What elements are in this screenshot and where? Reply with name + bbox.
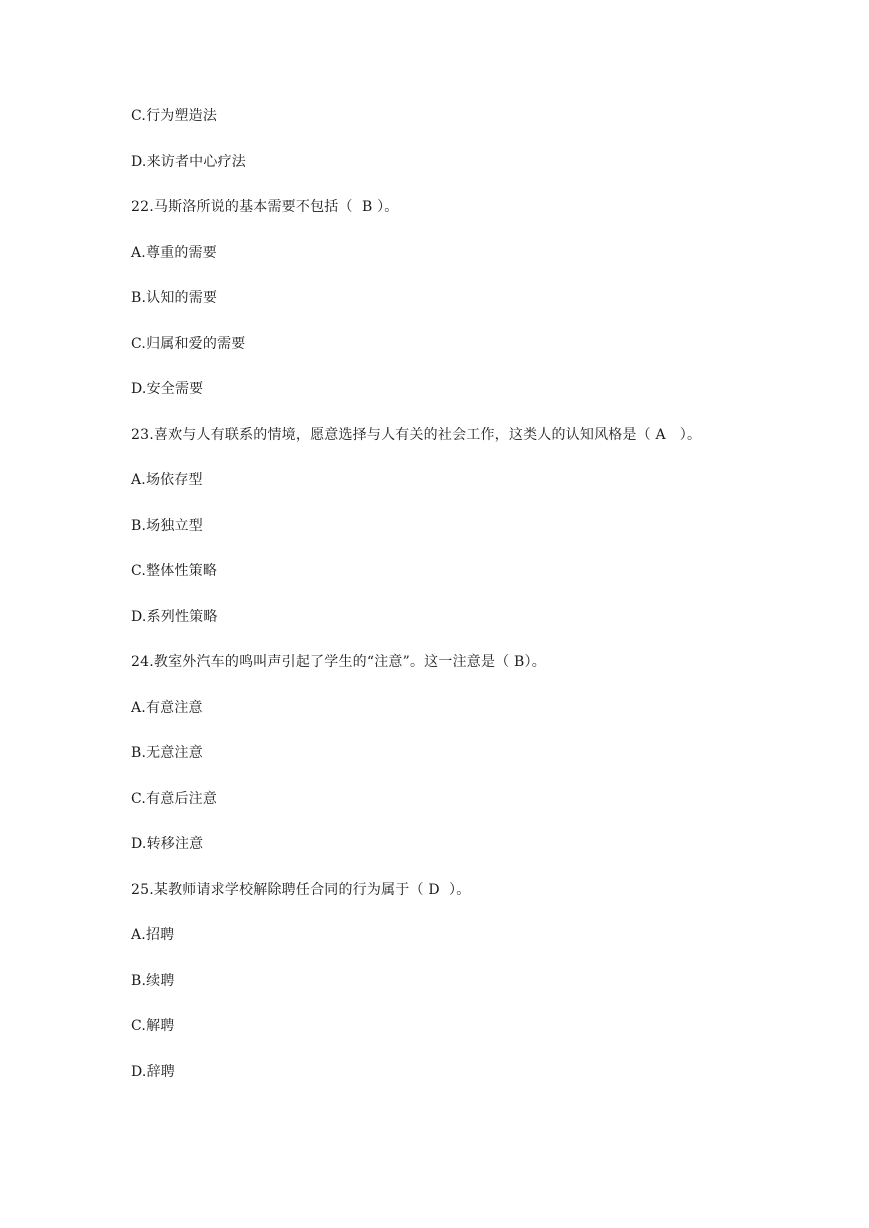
option-24a: A.有意注意 bbox=[131, 700, 203, 716]
option-21d: D.来访者中心疗法 bbox=[131, 154, 246, 170]
option-22a: A.尊重的需要 bbox=[131, 245, 217, 261]
option-21c: C.行为塑造法 bbox=[131, 108, 218, 124]
question-22: 22.马斯洛所说的基本需要不包括（ B ）。 bbox=[131, 199, 399, 215]
option-22d: D.安全需要 bbox=[131, 381, 204, 397]
option-23d: D.系列性策略 bbox=[131, 609, 218, 625]
option-22c: C.归属和爱的需要 bbox=[131, 336, 246, 352]
option-23b: B.场独立型 bbox=[131, 518, 203, 534]
question-25: 25.某教师请求学校解除聘任合同的行为属于（ D ）。 bbox=[131, 882, 471, 898]
option-25d: D.辞聘 bbox=[131, 1064, 175, 1080]
option-23a: A.场依存型 bbox=[131, 472, 203, 488]
option-24b: B.无意注意 bbox=[131, 745, 203, 761]
question-23: 23.喜欢与人有联系的情境，愿意选择与人有关的社会工作，这类人的认知风格是（ A ）。 bbox=[131, 427, 702, 443]
option-22b: B.认知的需要 bbox=[131, 290, 218, 306]
option-23c: C.整体性策略 bbox=[131, 563, 218, 579]
question-24: 24.教室外汽车的鸣叫声引起了学生的“注意”。这一注意是（ B）。 bbox=[131, 654, 546, 670]
option-25c: C.解聘 bbox=[131, 1018, 175, 1034]
option-24c: C.有意后注意 bbox=[131, 791, 218, 807]
option-24d: D.转移注意 bbox=[131, 836, 204, 852]
option-25a: A.招聘 bbox=[131, 927, 175, 943]
option-25b: B.续聘 bbox=[131, 973, 175, 989]
